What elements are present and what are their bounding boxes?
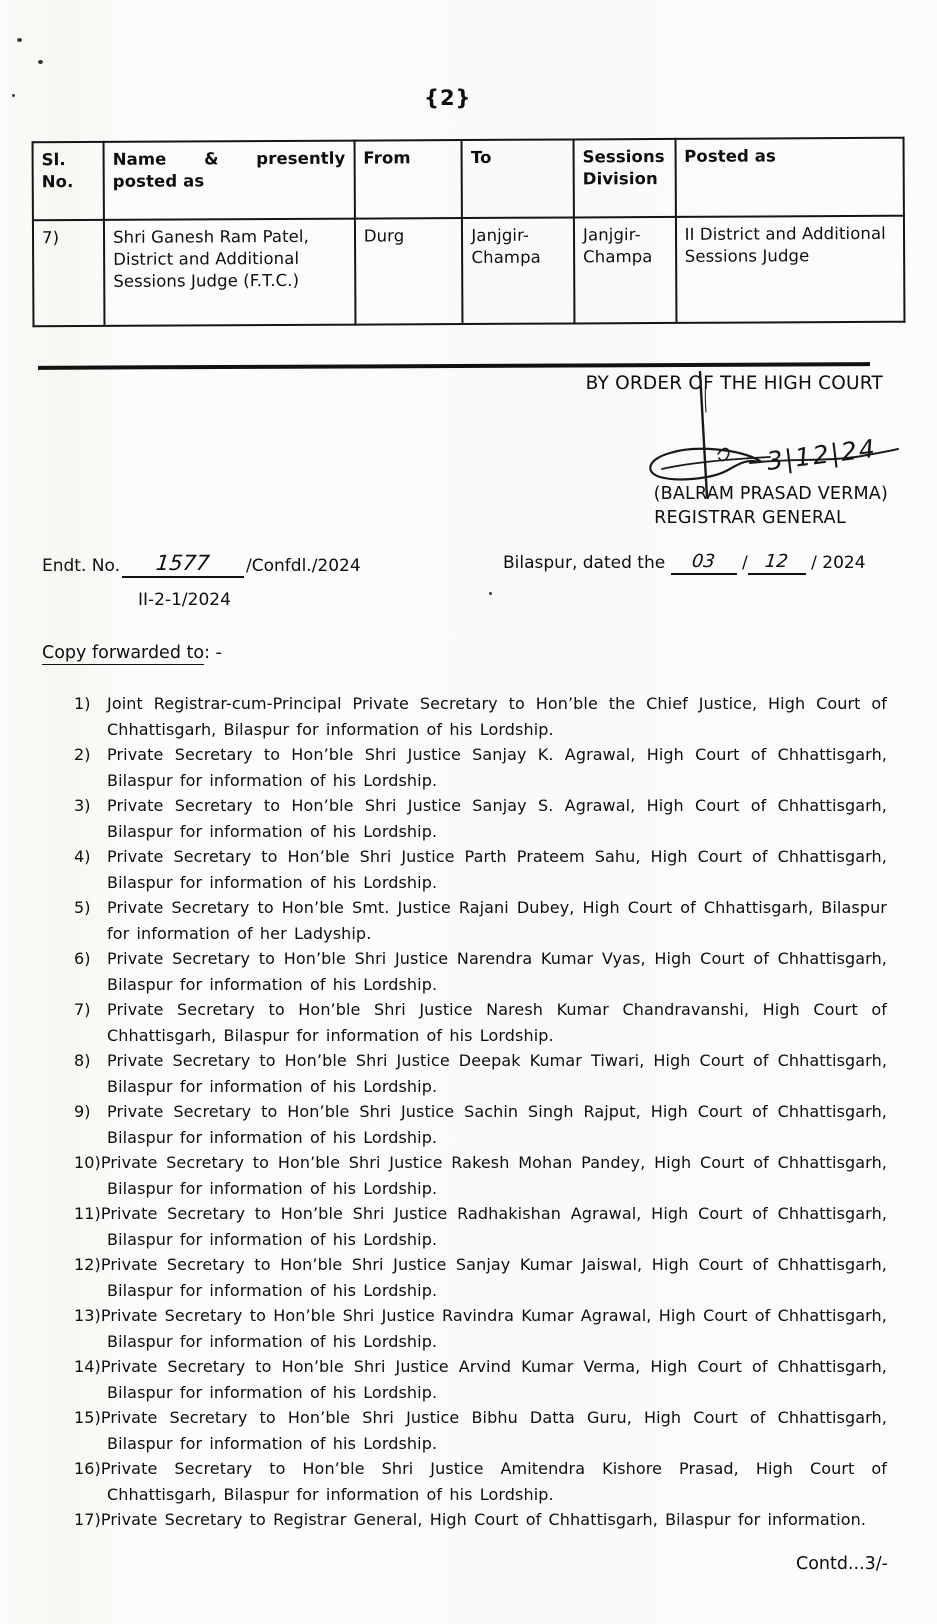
header-posted-as: Posted as: [675, 138, 904, 217]
page-number: {2}: [424, 86, 472, 110]
endorsement-number-underline: [122, 552, 244, 578]
endorsement-ref: II-2-1/2024: [138, 590, 231, 610]
endorsement-suffix: /Confdl./2024: [246, 556, 361, 576]
day-underline: [671, 552, 737, 575]
list-item: [74, 793, 887, 844]
item-text: Private Secretary to Registrar General, High Court of Chhattisgarh, Bilaspur for information.: [100, 1510, 867, 1529]
copy-forwarded-heading-text: Copy forwarded to: [42, 643, 205, 663]
section-divider: [38, 362, 870, 370]
item-number: 10): [74, 1153, 101, 1172]
list-item: [74, 844, 887, 895]
list-item: [74, 1252, 887, 1303]
endorsement-number-line: [42, 552, 361, 578]
list-item: [74, 997, 887, 1048]
list-item: [74, 1150, 887, 1201]
place-date-prefix: Bilaspur, dated the: [503, 553, 666, 573]
item-text: Private Secretary to Hon’ble Shri Justice Ravindra Kumar Agrawal, High Court of Chhattisgarh, Bilaspur for information of his Lordship.: [100, 1306, 887, 1351]
list-item: [74, 946, 887, 997]
item-number: 2): [74, 745, 91, 764]
cell-sl-no: 7): [33, 220, 105, 326]
item-number: 5): [74, 898, 91, 917]
item-text: Private Secretary to Hon’ble Shri Justice Amitendra Kishore Prasad, High Court of Chhattisgarh, Bilaspur for information of his Lordship.: [100, 1459, 887, 1504]
ink-speck: [17, 38, 22, 42]
place-date-line: [503, 552, 866, 575]
item-number: 11): [74, 1204, 101, 1223]
item-number: 4): [74, 847, 91, 866]
item-text: Private Secretary to Hon’ble Shri Justice Sanjay Kumar Jaiswal, High Court of Chhattisgarh, Bilaspur for information of his Lordship.: [100, 1255, 887, 1300]
header-sl-no: Sl. No.: [33, 142, 104, 220]
signature-date: 3|12|24: [765, 433, 879, 476]
list-item: [74, 1507, 887, 1533]
item-text: Private Secretary to Hon’ble Shri Justice Naresh Kumar Chandravanshi, High Court of Chhattisgarh, Bilaspur for information of his Lordship.: [107, 1000, 887, 1045]
item-number: 7): [74, 1000, 91, 1019]
by-order-text: BY ORDER OF THE HIGH COURT: [585, 373, 883, 394]
item-number: 16): [74, 1459, 101, 1478]
item-text: Private Secretary to Hon’ble Shri Justice Sanjay S. Agrawal, High Court of Chhattisgarh, Bilaspur for information of his Lordship.: [107, 796, 887, 841]
cell-to: Janjgir-Champa: [462, 217, 574, 324]
list-item: [74, 1303, 887, 1354]
item-number: 17): [74, 1510, 101, 1529]
item-number: 12): [74, 1255, 101, 1274]
list-item: [74, 895, 887, 946]
date-separator: /: [811, 553, 817, 573]
list-item: [74, 1405, 887, 1456]
ink-speck: [38, 60, 43, 64]
item-text: Private Secretary to Hon’ble Shri Justice Rakesh Mohan Pandey, High Court of Chhattisgarh, Bilaspur for information of his Lordship.: [100, 1153, 887, 1198]
handwritten-endorsement-number: 1577: [155, 551, 211, 575]
item-text: Private Secretary to Hon’ble Shri Justice Bibhu Datta Guru, High Court of Chhattisgarh, Bilaspur for information of his Lordship.: [100, 1408, 887, 1453]
item-text: Private Secretary to Hon’ble Shri Justice Sachin Singh Rajput, High Court of Chhattisgarh, Bilaspur for information of his Lordship.: [107, 1102, 887, 1147]
list-item: [74, 1354, 887, 1405]
contd-note: Contd...3/-: [795, 1554, 888, 1574]
item-text: Private Secretary to Hon’ble Shri Justice Narendra Kumar Vyas, High Court of Chhattisgarh, Bilaspur for information of his Lordship.: [107, 949, 887, 994]
month-underline: [748, 552, 806, 575]
item-text: Private Secretary to Hon’ble Shri Justice Deepak Kumar Tiwari, High Court of Chhattisgarh, Bilaspur for information of his Lordship.: [107, 1051, 887, 1096]
list-item: [74, 1201, 887, 1252]
item-number: 9): [74, 1102, 91, 1121]
endorsement-label: Endt. No.: [42, 556, 121, 576]
cell-from: Durg: [355, 218, 463, 325]
transfer-table: [32, 137, 906, 328]
list-item: [74, 691, 887, 742]
date-separator: /: [742, 553, 748, 573]
item-text: Private Secretary to Hon’ble Shri Justice Radhakishan Agrawal, High Court of Chhattisgarh, Bilaspur for information of his Lordship.: [100, 1204, 887, 1249]
ink-speck: [12, 94, 15, 97]
list-item: [74, 742, 887, 793]
header-to: To: [462, 139, 574, 218]
item-number: 8): [74, 1051, 91, 1070]
handwritten-day: 03: [691, 551, 717, 572]
item-text: Private Secretary to Hon’ble Smt. Justice Rajani Dubey, High Court of Chhattisgarh, Bilaspur for information of her Ladyship.: [107, 898, 887, 943]
signatory-name: (BALRAM PRASAD VERMA): [653, 484, 888, 504]
list-item: [74, 1099, 887, 1150]
header-name: Name & presently posted as: [104, 141, 355, 220]
table-header-row: [33, 138, 904, 221]
item-text: Joint Registrar-cum-Principal Private Secretary to Hon’ble the Chief Justice, High Court of Chhattisgarh, Bilaspur for information of his Lordship.: [107, 694, 887, 739]
item-number: 13): [74, 1306, 101, 1325]
cell-name: Shri Ganesh Ram Patel, District and Additional Sessions Judge (F.T.C.): [104, 219, 355, 326]
forwarded-list: [74, 691, 887, 1533]
header-from: From: [354, 140, 462, 219]
cell-sessions-division: Janjgir-Champa: [574, 217, 676, 324]
item-text: Private Secretary to Hon’ble Shri Justice Parth Prateem Sahu, High Court of Chhattisgarh, Bilaspur for information of his Lordship.: [107, 847, 887, 892]
handwritten-month: 12: [764, 551, 790, 572]
item-text: Private Secretary to Hon’ble Shri Justice Arvind Kumar Verma, High Court of Chhattisgarh, Bilaspur for information of his Lordship.: [100, 1357, 887, 1402]
copy-forwarded-heading-suffix: : -: [204, 643, 222, 663]
list-item: [74, 1456, 887, 1507]
cell-posted-as: II District and Additional Sessions Judge: [676, 216, 905, 323]
item-number: 1): [74, 694, 91, 713]
item-number: 15): [74, 1408, 101, 1427]
table-row: [33, 216, 905, 327]
item-number: 3): [74, 796, 91, 815]
ink-speck: [489, 592, 492, 595]
item-number: 14): [74, 1357, 101, 1376]
copy-forwarded-heading: [42, 643, 222, 663]
list-item: [74, 1048, 887, 1099]
item-number: 6): [74, 949, 91, 968]
item-text: Private Secretary to Hon’ble Shri Justice Sanjay K. Agrawal, High Court of Chhattisgarh, Bilaspur for information of his Lordship.: [107, 745, 887, 790]
signatory-title: REGISTRAR GENERAL: [654, 508, 846, 528]
header-sessions-division: Sessions Division: [574, 139, 676, 218]
year-text: 2024: [822, 553, 866, 573]
